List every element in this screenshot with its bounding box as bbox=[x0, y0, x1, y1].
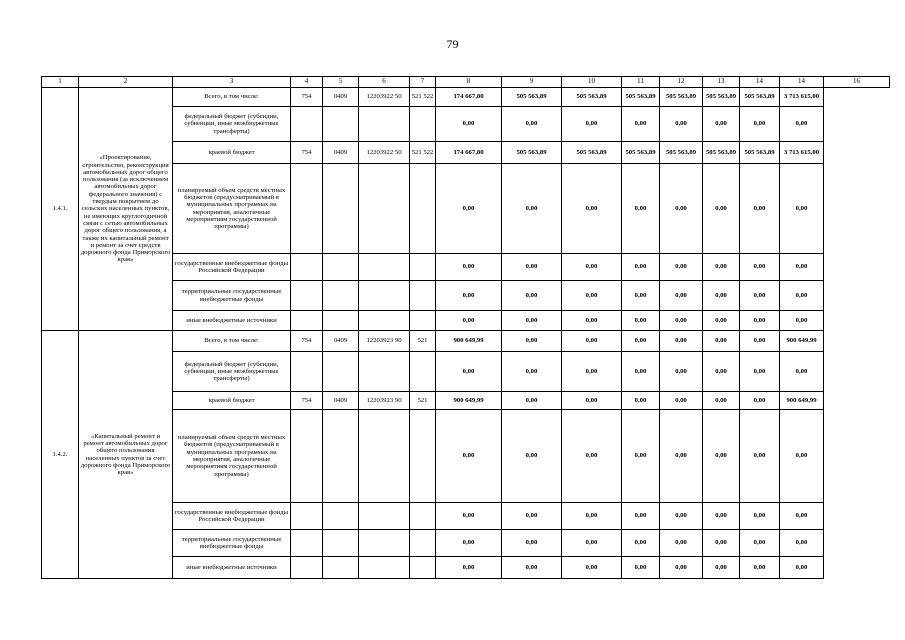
amount-cell: 0,00 bbox=[780, 352, 824, 392]
amount-cell: 505 563,89 bbox=[660, 142, 703, 164]
grbs-code bbox=[291, 281, 323, 311]
grbs-code bbox=[291, 164, 323, 254]
expense-type-code bbox=[410, 410, 436, 503]
column-header: 2 bbox=[79, 77, 173, 88]
target-article-code: 12203923 90 bbox=[359, 392, 410, 410]
target-article-code bbox=[359, 311, 410, 331]
page-number: 79 bbox=[446, 37, 459, 51]
amount-cell: 0,00 bbox=[703, 503, 740, 530]
item-description: «Проектирование, строительство, реконструкция автомобильных дорог общего пользования (за исключением автомобильных дорог федерального значения) с твердым покрытием до сельских населенных пунктов, не имеющих круглогодичной связи с сетью автомобильных дорог общего пользования, а также их капитальный ремонт и ремонт за счет средств дорожного фонда Приморского края» bbox=[79, 88, 173, 331]
amount-cell: 0,00 bbox=[562, 311, 622, 331]
section-code bbox=[323, 557, 359, 579]
column-header: 16 bbox=[824, 77, 890, 88]
header-row bbox=[42, 77, 890, 88]
amount-cell: 0,00 bbox=[436, 107, 502, 142]
amount-cell: 0,00 bbox=[562, 503, 622, 530]
funding-source: Всего, в том числе: bbox=[173, 331, 291, 352]
amount-cell: 0,00 bbox=[740, 331, 780, 352]
expense-type-code: 521 bbox=[410, 392, 436, 410]
amount-cell: 0,00 bbox=[622, 331, 660, 352]
amount-cell: 0,00 bbox=[660, 530, 703, 557]
amount-cell: 0,00 bbox=[740, 107, 780, 142]
amount-cell: 0,00 bbox=[502, 392, 562, 410]
item-description: «Капитальный ремонт и ремонт автомобильных дорог общего пользования населенных пунктов за счет дорожного фонда Приморского края» bbox=[79, 331, 173, 579]
amount-cell: 0,00 bbox=[502, 164, 562, 254]
column-header: 9 bbox=[502, 77, 562, 88]
expense-type-code bbox=[410, 164, 436, 254]
funding-source: краевой бюджет bbox=[173, 392, 291, 410]
amount-cell: 0,00 bbox=[502, 107, 562, 142]
target-article-code bbox=[359, 254, 410, 281]
target-article-code bbox=[359, 281, 410, 311]
section-code: 0409 bbox=[323, 331, 359, 352]
amount-cell: 0,00 bbox=[780, 557, 824, 579]
amount-cell: 0,00 bbox=[502, 530, 562, 557]
funding-source: планируемый объем средств местных бюджетов (предусматриваемый в муниципальных программах на мероприятия, аналогичные мероприятиям государственной программы) bbox=[173, 410, 291, 503]
item-index: 1.4.2. bbox=[42, 331, 79, 579]
amount-cell: 174 667,80 bbox=[436, 142, 502, 164]
amount-cell: 0,00 bbox=[703, 107, 740, 142]
amount-cell: 900 649,99 bbox=[780, 392, 824, 410]
target-article-code: 12203923 90 bbox=[359, 331, 410, 352]
amount-cell: 0,00 bbox=[780, 503, 824, 530]
amount-cell: 0,00 bbox=[562, 281, 622, 311]
amount-cell: 0,00 bbox=[562, 557, 622, 579]
amount-cell: 900 649,99 bbox=[780, 331, 824, 352]
amount-cell: 0,00 bbox=[660, 311, 703, 331]
amount-cell: 0,00 bbox=[703, 352, 740, 392]
amount-cell: 0,00 bbox=[740, 254, 780, 281]
column-header: 12 bbox=[660, 77, 703, 88]
amount-cell: 0,00 bbox=[780, 311, 824, 331]
section-code bbox=[323, 503, 359, 530]
amount-cell: 0,00 bbox=[660, 392, 703, 410]
amount-cell: 0,00 bbox=[562, 530, 622, 557]
amount-cell: 0,00 bbox=[703, 281, 740, 311]
expense-type-code bbox=[410, 281, 436, 311]
amount-cell: 0,00 bbox=[622, 164, 660, 254]
amount-cell: 0,00 bbox=[740, 164, 780, 254]
column-header: 10 bbox=[562, 77, 622, 88]
target-article-code bbox=[359, 352, 410, 392]
amount-cell: 0,00 bbox=[703, 530, 740, 557]
amount-cell: 0,00 bbox=[622, 410, 660, 503]
funding-source: государственные внебюджетные фонды Российской Федерации bbox=[173, 503, 291, 530]
target-article-code bbox=[359, 107, 410, 142]
amount-cell: 0,00 bbox=[660, 557, 703, 579]
section-code bbox=[323, 281, 359, 311]
amount-cell: 505 563,89 bbox=[622, 88, 660, 107]
amount-cell: 0,00 bbox=[502, 503, 562, 530]
amount-cell: 0,00 bbox=[502, 331, 562, 352]
amount-cell: 0,00 bbox=[436, 311, 502, 331]
amount-cell: 0,00 bbox=[436, 352, 502, 392]
target-article-code bbox=[359, 557, 410, 579]
grbs-code bbox=[291, 352, 323, 392]
expense-type-code bbox=[410, 107, 436, 142]
amount-cell: 0,00 bbox=[660, 254, 703, 281]
amount-cell: 0,00 bbox=[562, 331, 622, 352]
amount-cell: 0,00 bbox=[502, 254, 562, 281]
grbs-code: 754 bbox=[291, 142, 323, 164]
amount-cell: 900 649,99 bbox=[436, 331, 502, 352]
amount-cell: 0,00 bbox=[436, 164, 502, 254]
amount-cell: 0,00 bbox=[780, 254, 824, 281]
amount-cell: 0,00 bbox=[660, 281, 703, 311]
section-code bbox=[323, 352, 359, 392]
amount-cell: 0,00 bbox=[740, 503, 780, 530]
amount-cell: 505 563,89 bbox=[703, 88, 740, 107]
amount-cell: 0,00 bbox=[703, 254, 740, 281]
amount-cell: 0,00 bbox=[740, 281, 780, 311]
section-code bbox=[323, 254, 359, 281]
amount-cell: 0,00 bbox=[703, 311, 740, 331]
column-header: 13 bbox=[703, 77, 740, 88]
grbs-code bbox=[291, 311, 323, 331]
amount-cell: 0,00 bbox=[703, 392, 740, 410]
amount-cell: 0,00 bbox=[703, 164, 740, 254]
grbs-code bbox=[291, 410, 323, 503]
amount-cell: 0,00 bbox=[740, 410, 780, 503]
budget-table bbox=[41, 76, 890, 579]
amount-cell: 0,00 bbox=[780, 107, 824, 142]
funding-source: территориальные государственные внебюджетные фонды bbox=[173, 281, 291, 311]
amount-cell: 0,00 bbox=[502, 281, 562, 311]
amount-cell: 0,00 bbox=[436, 410, 502, 503]
amount-cell: 0,00 bbox=[660, 410, 703, 503]
amount-cell: 0,00 bbox=[703, 557, 740, 579]
target-article-code: 12203922 50 bbox=[359, 88, 410, 107]
amount-cell: 0,00 bbox=[436, 254, 502, 281]
target-article-code bbox=[359, 164, 410, 254]
amount-cell: 0,00 bbox=[622, 281, 660, 311]
expense-type-code bbox=[410, 530, 436, 557]
grbs-code: 754 bbox=[291, 392, 323, 410]
table-row bbox=[42, 331, 890, 352]
expense-type-code bbox=[410, 352, 436, 392]
funding-source: краевой бюджет bbox=[173, 142, 291, 164]
amount-cell: 3 713 615,00 bbox=[780, 88, 824, 107]
funding-source: иные внебюджетные источники bbox=[173, 311, 291, 331]
amount-cell: 0,00 bbox=[740, 392, 780, 410]
amount-cell: 0,00 bbox=[622, 352, 660, 392]
amount-cell: 0,00 bbox=[740, 311, 780, 331]
amount-cell: 505 563,89 bbox=[562, 88, 622, 107]
table-body bbox=[42, 77, 890, 579]
amount-cell: 0,00 bbox=[660, 352, 703, 392]
section-code bbox=[323, 164, 359, 254]
amount-cell: 0,00 bbox=[780, 410, 824, 503]
amount-cell: 0,00 bbox=[622, 254, 660, 281]
column-header: 14 bbox=[780, 77, 824, 88]
section-code bbox=[323, 410, 359, 503]
amount-cell: 0,00 bbox=[562, 254, 622, 281]
amount-cell: 0,00 bbox=[622, 392, 660, 410]
amount-cell: 505 563,89 bbox=[502, 142, 562, 164]
funding-source: планируемый объем средств местных бюджетов (предусматриваемый в муниципальных программах на мероприятия, аналогичные мероприятиям государственной программы) bbox=[173, 164, 291, 254]
amount-cell: 0,00 bbox=[562, 352, 622, 392]
expense-type-code: 521 bbox=[410, 331, 436, 352]
target-article-code bbox=[359, 530, 410, 557]
amount-cell: 0,00 bbox=[622, 530, 660, 557]
amount-cell: 0,00 bbox=[562, 392, 622, 410]
amount-cell: 0,00 bbox=[436, 503, 502, 530]
section-code bbox=[323, 311, 359, 331]
amount-cell: 0,00 bbox=[622, 311, 660, 331]
amount-cell: 0,00 bbox=[502, 311, 562, 331]
funding-source: иные внебюджетные источники bbox=[173, 557, 291, 579]
amount-cell: 0,00 bbox=[660, 164, 703, 254]
expense-type-code bbox=[410, 311, 436, 331]
grbs-code bbox=[291, 557, 323, 579]
funding-source: федеральный бюджет (субсидии, субвенции, иные межбюджетные трансферты) bbox=[173, 107, 291, 142]
amount-cell: 0,00 bbox=[780, 281, 824, 311]
expense-type-code bbox=[410, 254, 436, 281]
amount-cell: 505 563,89 bbox=[660, 88, 703, 107]
grbs-code bbox=[291, 107, 323, 142]
amount-cell: 0,00 bbox=[502, 557, 562, 579]
funding-source: государственные внебюджетные фонды Российской Федерации bbox=[173, 254, 291, 281]
amount-cell: 0,00 bbox=[436, 281, 502, 311]
amount-cell: 3 713 615,00 bbox=[780, 142, 824, 164]
column-header: 6 bbox=[359, 77, 410, 88]
amount-cell: 505 563,89 bbox=[562, 142, 622, 164]
amount-cell: 0,00 bbox=[703, 410, 740, 503]
amount-cell: 0,00 bbox=[502, 410, 562, 503]
amount-cell: 505 563,89 bbox=[740, 88, 780, 107]
amount-cell: 0,00 bbox=[622, 503, 660, 530]
amount-cell: 0,00 bbox=[780, 164, 824, 254]
column-header: 11 bbox=[622, 77, 660, 88]
section-code bbox=[323, 107, 359, 142]
amount-cell: 174 667,80 bbox=[436, 88, 502, 107]
column-header: 5 bbox=[323, 77, 359, 88]
funding-source: федеральный бюджет (субсидии, субвенции, иные межбюджетные трансферты) bbox=[173, 352, 291, 392]
grbs-code bbox=[291, 503, 323, 530]
amount-cell: 0,00 bbox=[703, 331, 740, 352]
section-code: 0409 bbox=[323, 392, 359, 410]
expense-type-code bbox=[410, 503, 436, 530]
amount-cell: 505 563,89 bbox=[622, 142, 660, 164]
table-row bbox=[42, 88, 890, 107]
section-code: 0409 bbox=[323, 142, 359, 164]
amount-cell: 0,00 bbox=[660, 503, 703, 530]
amount-cell: 900 649,99 bbox=[436, 392, 502, 410]
expense-type-code: 521 522 bbox=[410, 142, 436, 164]
target-article-code: 12203922 50 bbox=[359, 142, 410, 164]
column-header: 3 bbox=[173, 77, 291, 88]
amount-cell: 0,00 bbox=[660, 331, 703, 352]
amount-cell: 0,00 bbox=[562, 410, 622, 503]
target-article-code bbox=[359, 410, 410, 503]
section-code bbox=[323, 530, 359, 557]
amount-cell: 0,00 bbox=[502, 352, 562, 392]
amount-cell: 505 563,89 bbox=[703, 142, 740, 164]
target-article-code bbox=[359, 503, 410, 530]
amount-cell: 0,00 bbox=[562, 164, 622, 254]
expense-type-code bbox=[410, 557, 436, 579]
amount-cell: 0,00 bbox=[780, 530, 824, 557]
grbs-code: 754 bbox=[291, 88, 323, 107]
column-header: 7 bbox=[410, 77, 436, 88]
item-index: 1.4.1. bbox=[42, 88, 79, 331]
amount-cell: 0,00 bbox=[562, 107, 622, 142]
grbs-code bbox=[291, 254, 323, 281]
amount-cell: 505 563,89 bbox=[502, 88, 562, 107]
column-header: 14 bbox=[740, 77, 780, 88]
section-code: 0409 bbox=[323, 88, 359, 107]
amount-cell: 0,00 bbox=[740, 530, 780, 557]
column-header: 1 bbox=[42, 77, 79, 88]
amount-cell: 0,00 bbox=[622, 557, 660, 579]
amount-cell: 505 563,89 bbox=[740, 142, 780, 164]
funding-source: Всего, в том числе: bbox=[173, 88, 291, 107]
amount-cell: 0,00 bbox=[436, 557, 502, 579]
grbs-code: 754 bbox=[291, 331, 323, 352]
column-header: 4 bbox=[291, 77, 323, 88]
column-header: 8 bbox=[436, 77, 502, 88]
funding-source: территориальные государственные внебюджетные фонды bbox=[173, 530, 291, 557]
amount-cell: 0,00 bbox=[436, 530, 502, 557]
amount-cell: 0,00 bbox=[740, 557, 780, 579]
amount-cell: 0,00 bbox=[622, 107, 660, 142]
amount-cell: 0,00 bbox=[660, 107, 703, 142]
amount-cell: 0,00 bbox=[740, 352, 780, 392]
grbs-code bbox=[291, 530, 323, 557]
expense-type-code: 521 522 bbox=[410, 88, 436, 107]
